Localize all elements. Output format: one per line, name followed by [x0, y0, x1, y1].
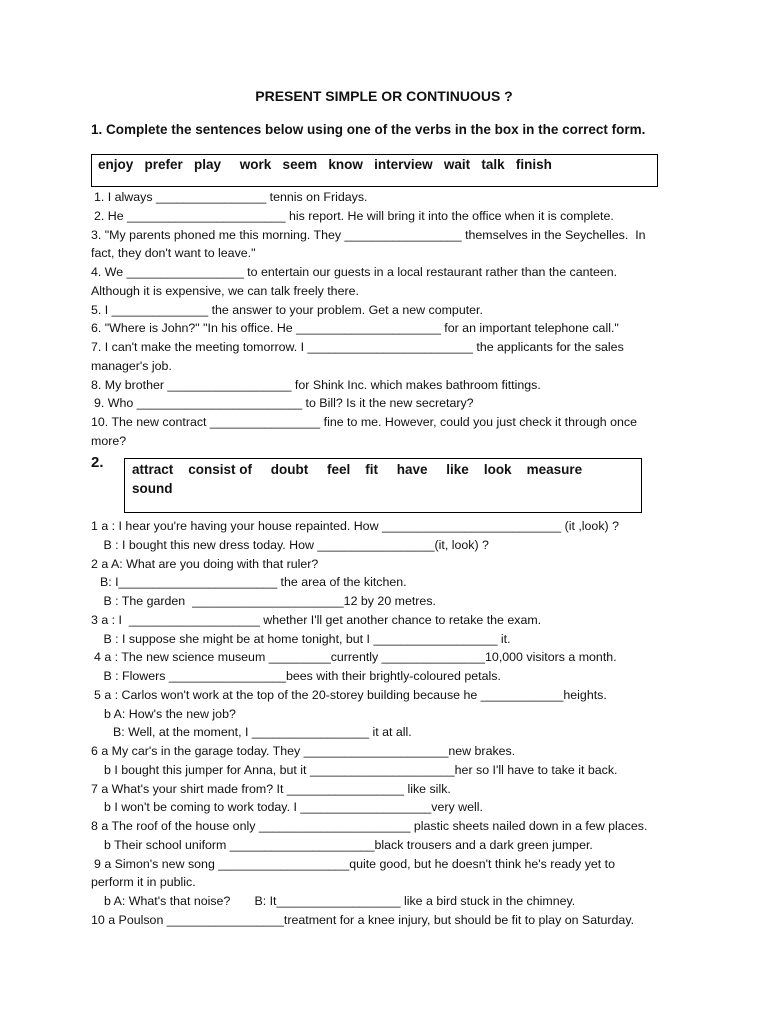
sentence-line: 1 a : I hear you're having your house repainted. How __________________________ (it ,look) ?: [91, 519, 619, 533]
sentence-line: 2. He _______________________ his report. He will bring it into the office when it is complete.: [94, 208, 614, 223]
worksheet-title: PRESENT SIMPLE OR CONTINUOUS ?: [255, 88, 513, 104]
sentence-line: b Their school uniform _____________________black trousers and a dark green jumper.: [104, 837, 593, 852]
sentence-line: 4 a : The new science museum _________currently _______________10,000 visitors a month.: [94, 650, 617, 665]
sentence-line: b I bought this jumper for Anna, but it _____________________her so I'll have to take it back.: [104, 762, 618, 777]
sentence-line: 7. I can't make the meeting tomorrow. I ________________________ the applicants for the sales: [91, 340, 624, 354]
sentence-line: perform it in public.: [91, 875, 196, 890]
exercise-1-instruction: 1. Complete the sentences below using one of the verbs in the box in the correct form.: [91, 122, 646, 137]
sentence-line: Although it is expensive, we can talk freely there.: [91, 283, 359, 298]
sentence-line: 6. "Where is John?" "In his office. He _____________________ for an important telephone call.": [91, 321, 619, 336]
sentence-line: 9 a Simon's new song ___________________quite good, but he doesn't think he's ready yet to: [94, 856, 616, 871]
sentence-line: b I won't be coming to work today. I ___________________very well.: [104, 800, 483, 815]
sentence-line: fact, they don't want to leave.": [91, 246, 256, 261]
sentence-line: 7 a What's your shirt made from? It _________________ like silk.: [91, 781, 451, 796]
sentence-line: B: I_______________________ the area of the kitchen.: [100, 575, 407, 590]
sentence-line: 5. I ______________ the answer to your problem. Get a new computer.: [91, 302, 483, 317]
sentence-line: 9. Who ________________________ to Bill? Is it the new secretary?: [94, 396, 474, 411]
exercise-2-number: 2.: [91, 454, 104, 471]
exercise-2-sentences: [0, 517, 768, 930]
sentence-line: 10. The new contract ________________ fine to me. However, could you just check it through once: [91, 415, 638, 429]
sentence-line: 5 a : Carlos won't work at the top of the 20-storey building because he ____________heights.: [94, 687, 607, 702]
sentence-line: 6 a My car's in the garage today. They _____________________new brakes.: [91, 744, 516, 758]
sentence-line: 10 a Poulson _________________treatment for a knee injury, but should be fit to play on Saturday.: [91, 912, 635, 927]
sentence-line: b A: How's the new job?: [104, 706, 236, 721]
sentence-line: B : I bought this new dress today. How _________________(it, look) ?: [100, 537, 489, 552]
exercise-2-verb-box: attract consist of doubt feel fit have like look measure sound: [124, 458, 642, 513]
exercise-1-verb-box: enjoy prefer play work seem know interview wait talk finish: [91, 154, 658, 187]
exercise-1-sentences: [0, 188, 768, 451]
sentence-line: 2 a A: What are you doing with that ruler?: [91, 556, 319, 571]
sentence-line: B: Well, at the moment, I _________________ it at all.: [113, 725, 412, 740]
sentence-line: more?: [91, 433, 127, 448]
sentence-line: b A: What's that noise? B: It__________________ like a bird stuck in the chimney.: [104, 894, 576, 908]
sentence-line: manager's job.: [91, 358, 172, 373]
sentence-line: B : Flowers _________________bees with their brightly-coloured petals.: [100, 669, 501, 683]
sentence-line: 4. We _________________ to entertain our guests in a local restaurant rather than the canteen.: [91, 265, 618, 279]
sentence-line: B : The garden ______________________12 by 20 metres.: [100, 594, 436, 608]
sentence-line: 8 a The roof of the house only ______________________ plastic sheets nailed down in a few places.: [91, 819, 648, 833]
sentence-line: 3. "My parents phoned me this morning. They _________________ themselves in the Seychelles. In: [91, 227, 646, 242]
sentence-line: B : I suppose she might be at home tonight, but I __________________ it.: [100, 631, 511, 646]
sentence-line: 8. My brother __________________ for Shink Inc. which makes bathroom fittings.: [91, 377, 541, 392]
sentence-line: 3 a : I ___________________ whether I'll get another chance to retake the exam.: [91, 612, 542, 627]
sentence-line: 1. I always ________________ tennis on Fridays.: [94, 190, 368, 204]
